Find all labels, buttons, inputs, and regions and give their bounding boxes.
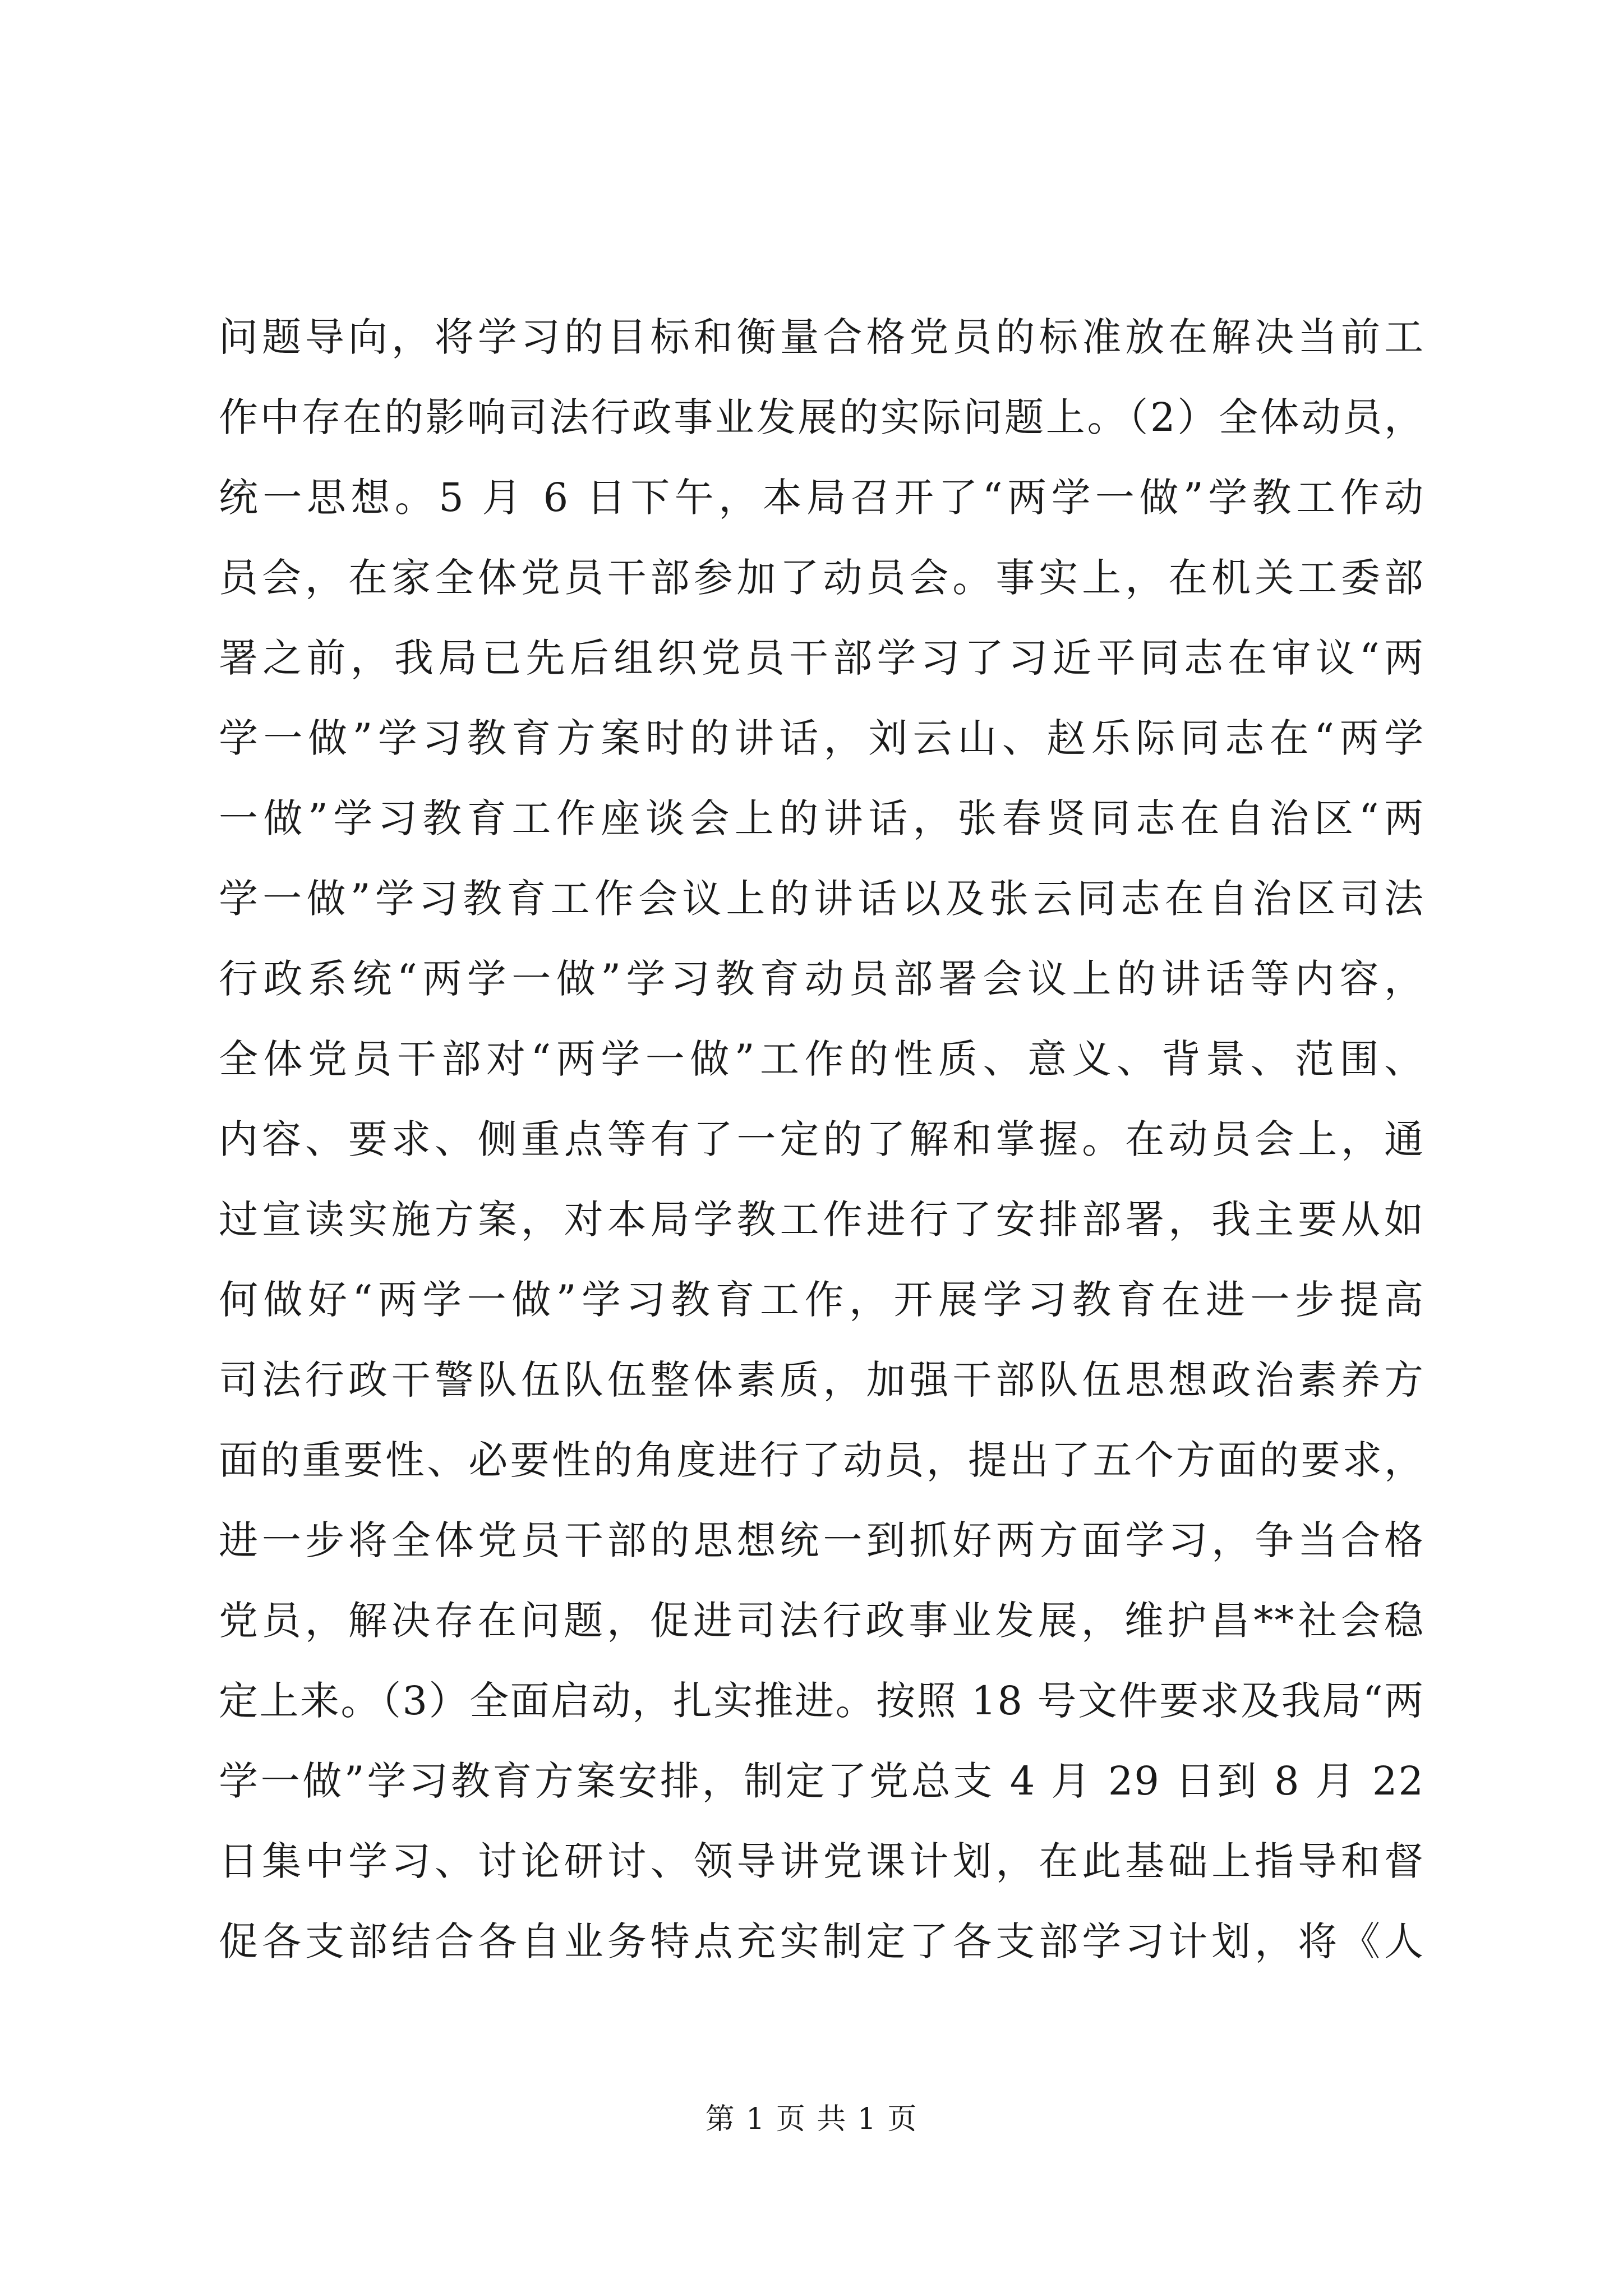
page-number-footer: 第 1 页 共 1 页: [705, 2102, 918, 2136]
text-line: 学一做”学习教育工作会议上的讲话以及张云同志在自治区司法: [219, 876, 1424, 922]
text-line: 统一思想。5 月 6 日下午，本局召开了“两学一做”学教工作动: [219, 475, 1424, 521]
text-line: 面的重要性、必要性的角度进行了动员，提出了五个方面的要求，: [219, 1437, 1424, 1483]
text-line: 署之前，我局已先后组织党员干部学习了习近平同志在审议“两: [219, 635, 1424, 681]
text-line: 日集中学习、讨论研讨、领导讲党课计划，在此基础上指导和督: [219, 1838, 1424, 1884]
text-line: 问题导向，将学习的目标和衡量合格党员的标准放在解决当前工: [219, 314, 1424, 360]
text-line: 定上来。（3）全面启动，扎实推进。按照 18 号文件要求及我局“两: [219, 1678, 1424, 1724]
text-line: 一做”学习教育工作座谈会上的讲话，张春贤同志在自治区“两: [219, 795, 1424, 841]
text-line: 全体党员干部对“两学一做”工作的性质、意义、背景、范围、: [219, 1036, 1424, 1082]
text-line: 过宣读实施方案，对本局学教工作进行了安排部署，我主要从如: [219, 1197, 1424, 1243]
text-line: 员会，在家全体党员干部参加了动员会。事实上，在机关工委部: [219, 555, 1424, 601]
text-line: 促各支部结合各自业务特点充实制定了各支部学习计划，将《人: [219, 1918, 1424, 1964]
body-text: [219, 297, 1424, 1982]
text-line: 内容、要求、侧重点等有了一定的了解和掌握。在动员会上，通: [219, 1116, 1424, 1162]
text-line: 何做好“两学一做”学习教育工作，开展学习教育在进一步提高: [219, 1277, 1424, 1323]
text-line: 进一步将全体党员干部的思想统一到抓好两方面学习，争当合格: [219, 1517, 1424, 1563]
text-line: 司法行政干警队伍队伍整体素质，加强干部队伍思想政治素养方: [219, 1357, 1424, 1403]
text-line: 党员，解决存在问题，促进司法行政事业发展，维护昌**社会稳: [219, 1598, 1424, 1644]
text-line: 作中存在的影响司法行政事业发展的实际问题上。（2）全体动员，: [219, 394, 1424, 440]
text-line: 学一做”学习教育方案时的讲话，刘云山、赵乐际同志在“两学: [219, 715, 1424, 761]
text-line: 学一做”学习教育方案安排，制定了党总支 4 月 29 日到 8 月 22: [219, 1758, 1424, 1804]
text-line: 行政系统“两学一做”学习教育动员部署会议上的讲话等内容，: [219, 956, 1424, 1002]
